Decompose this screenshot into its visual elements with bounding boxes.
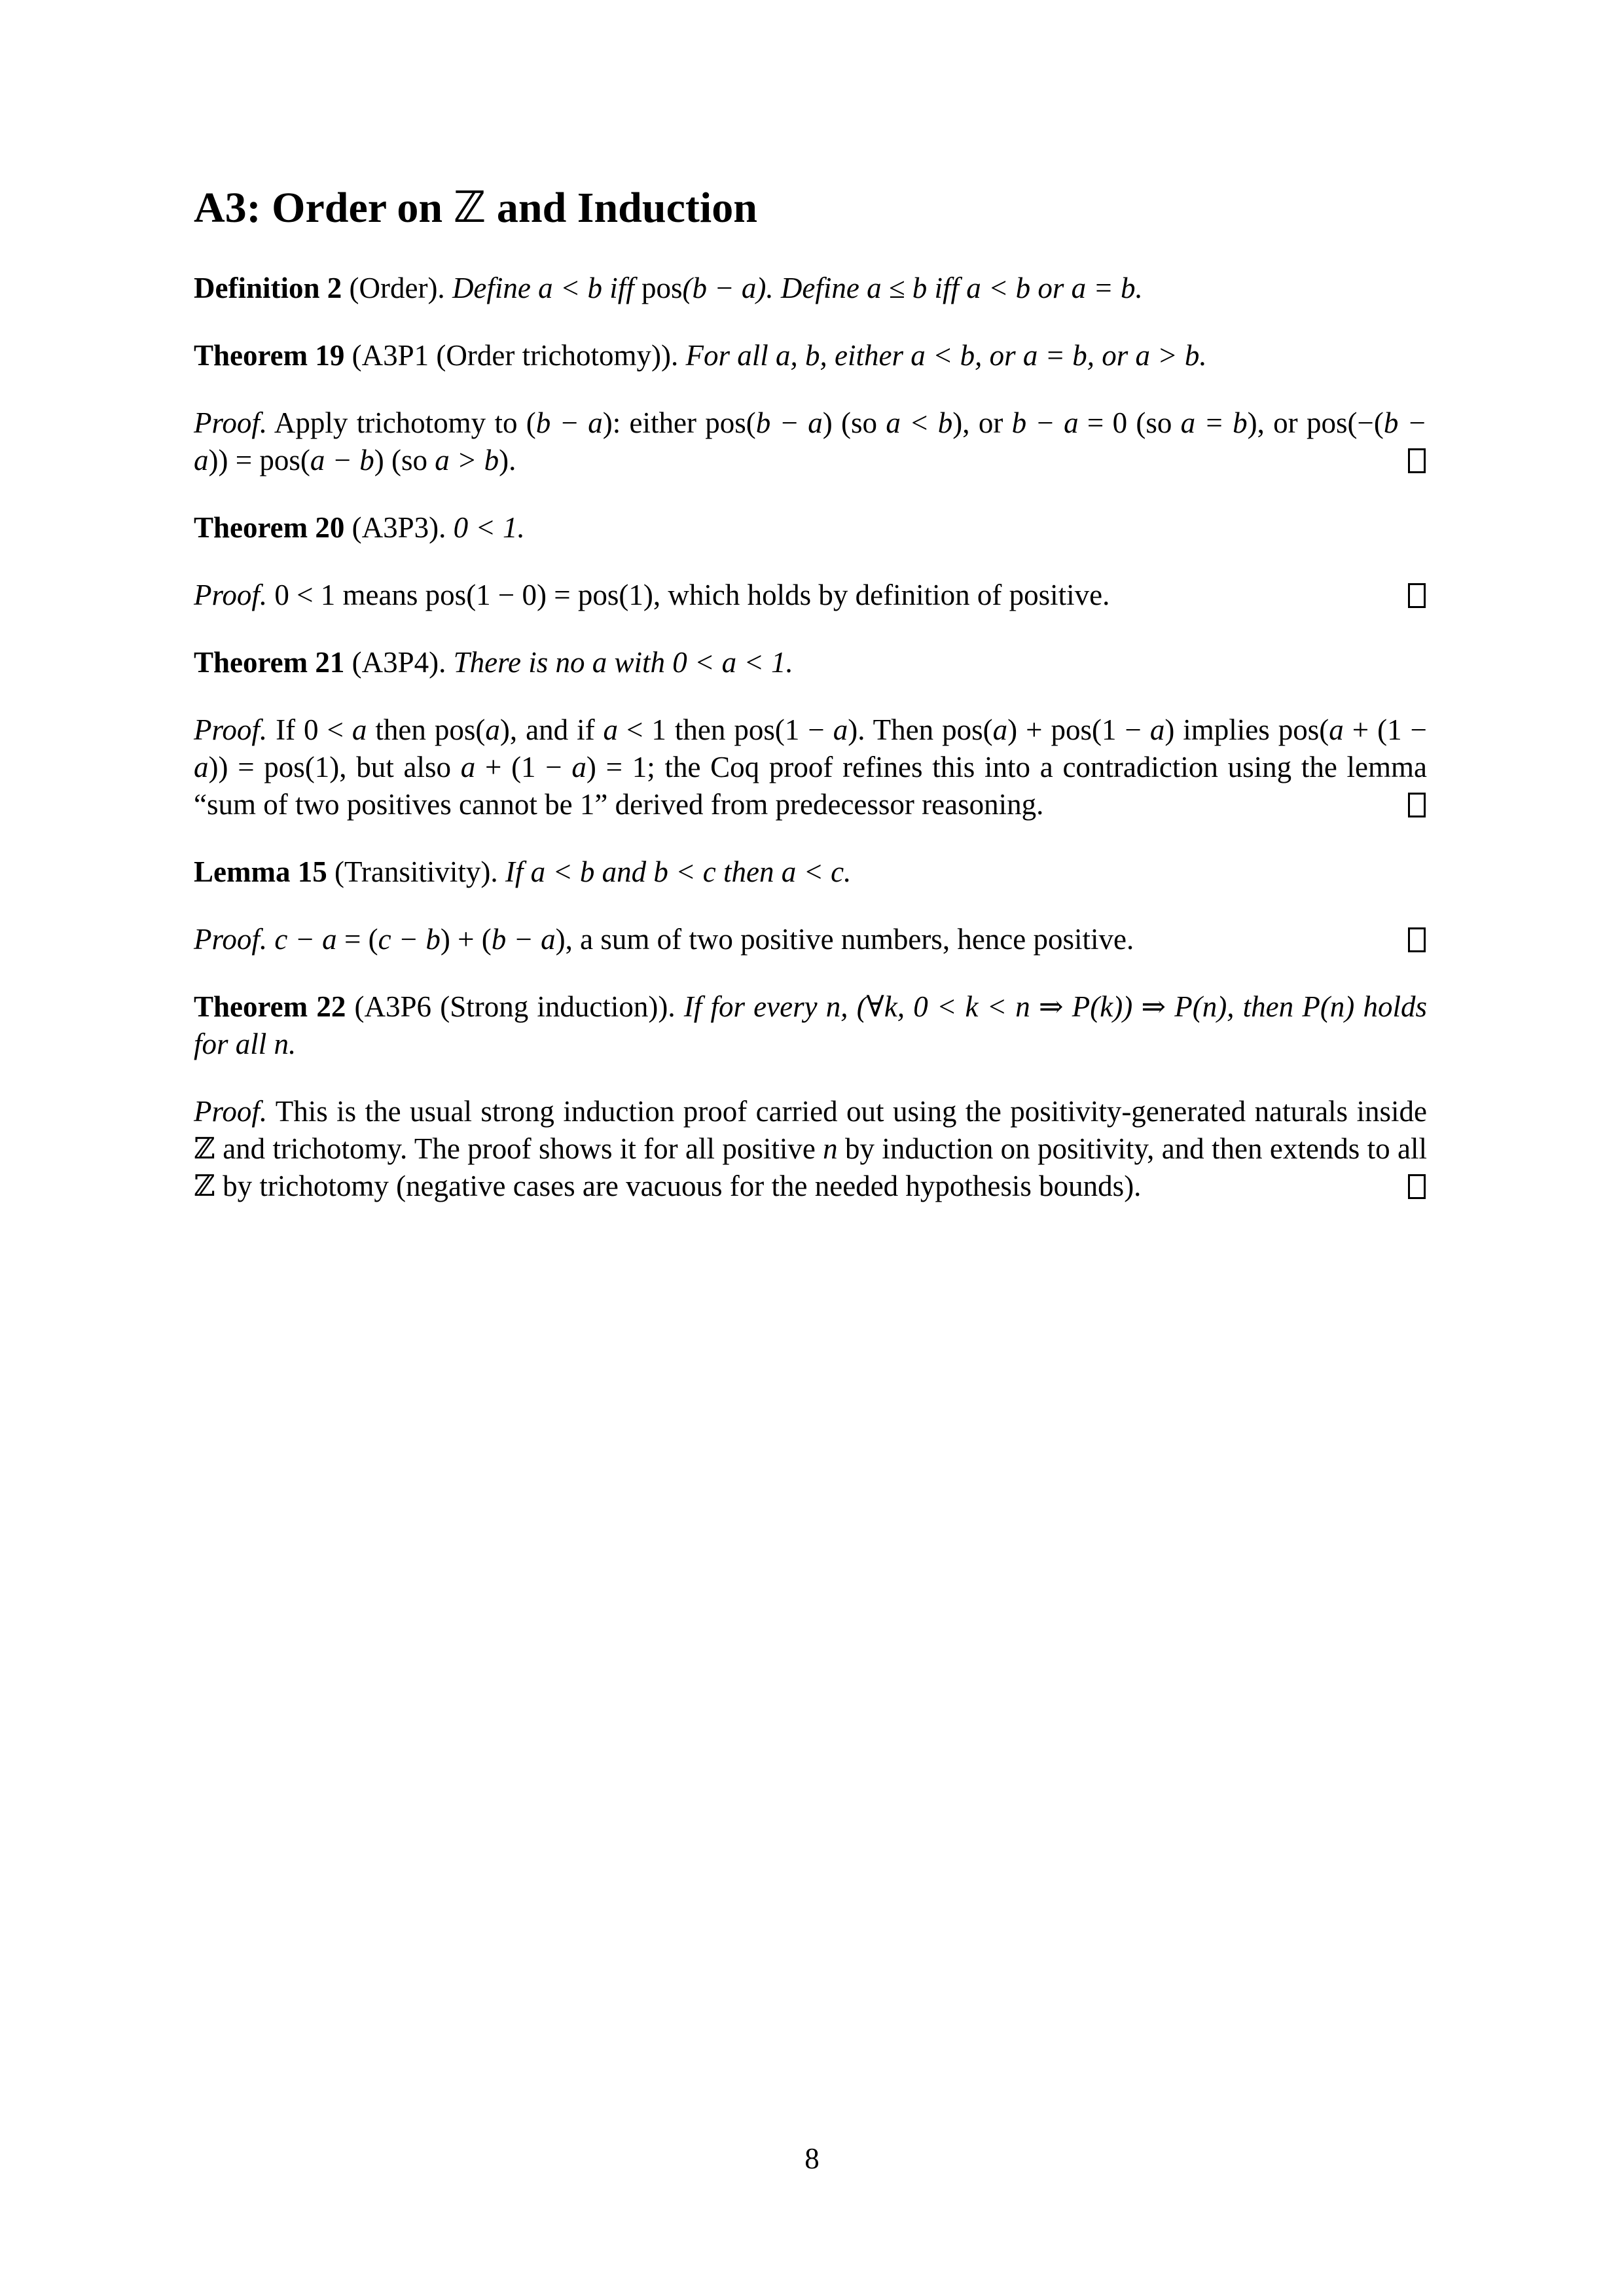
text-segment: Theorem 22 bbox=[194, 990, 346, 1023]
text-segment: This is the usual strong induction proof carried out using the positivity-generated naturals inside ℤ and trichotomy. The proof shows it for all positive bbox=[194, 1095, 1427, 1165]
theorem-21-paragraph bbox=[194, 644, 1427, 681]
text-segment: a bbox=[571, 751, 586, 783]
text-segment: ) (so bbox=[374, 444, 435, 476]
text-segment: a bbox=[603, 713, 619, 746]
text-segment: a bbox=[460, 751, 476, 783]
text-segment: ), a sum of two positive numbers, hence positive. bbox=[555, 923, 1134, 956]
text-segment: a bbox=[992, 713, 1008, 746]
text-segment: a bbox=[194, 751, 209, 783]
text-segment: For all a, b, either a < b, or a = b, or a > b. bbox=[685, 339, 1207, 372]
theorem-22-paragraph bbox=[194, 988, 1427, 1063]
text-segment: )) = pos( bbox=[208, 444, 310, 476]
text-segment: b − a bbox=[755, 406, 823, 439]
text-segment: Proof. bbox=[194, 406, 268, 439]
text-segment: by induction on positivity, and then extends to all ℤ by trichotomy (negative cases are vacuous for the needed hypothesis bounds). bbox=[194, 1132, 1427, 1202]
text-segment: ) implies pos( bbox=[1164, 713, 1329, 746]
theorem-19-paragraph bbox=[194, 337, 1427, 374]
text-segment: There is no a with 0 < a < 1. bbox=[453, 646, 793, 679]
text-segment: a < b bbox=[886, 406, 953, 439]
text-segment: (b − a). Define a ≤ b iff a < b or a = b. bbox=[682, 272, 1143, 304]
text-segment: ) = 1; the Coq proof refines this into a contradiction using the lemma “sum of two positives cannot be 1” derived from predecessor reasoning. bbox=[194, 751, 1428, 821]
text-segment: a bbox=[833, 713, 848, 746]
text-segment: a − b bbox=[310, 444, 374, 476]
text-segment: a bbox=[1329, 713, 1344, 746]
text-segment: + (1 − bbox=[475, 751, 572, 783]
text-segment: ): either pos( bbox=[602, 406, 756, 439]
text-segment: pos bbox=[641, 272, 683, 304]
text-segment: ). bbox=[499, 444, 516, 476]
page-number: 8 bbox=[804, 2142, 820, 2175]
text-segment: 0 < 1. bbox=[453, 511, 525, 544]
text-segment: b − a bbox=[535, 406, 603, 439]
text-segment: If 0 < bbox=[267, 713, 352, 746]
text-segment: a bbox=[352, 713, 367, 746]
text-segment: n bbox=[823, 1132, 838, 1165]
text-segment: (A3P6 (Strong induction)). bbox=[346, 990, 684, 1023]
text-segment: If for every n, (∀k, 0 < k < n ⇒ P(k)) ⇒ P(n), then P(n) holds for all n. bbox=[194, 990, 1427, 1060]
text-segment: Lemma 15 bbox=[194, 855, 327, 888]
text-segment: Theorem 19 bbox=[194, 339, 345, 372]
text-segment: = 0 (so bbox=[1078, 406, 1181, 439]
text-segment: b − a bbox=[194, 406, 1427, 476]
text-segment: Proof. bbox=[194, 579, 268, 611]
text-column bbox=[194, 181, 1427, 1235]
text-segment: (A3P4). bbox=[344, 646, 454, 679]
text-segment: (A3P1 (Order trichotomy)). bbox=[344, 339, 686, 372]
text-segment: ), and if bbox=[499, 713, 604, 746]
definition-2-paragraph bbox=[194, 270, 1427, 307]
proof-theorem-19-paragraph bbox=[194, 404, 1427, 479]
text-segment: ) + ( bbox=[440, 923, 492, 956]
text-segment: ), or bbox=[952, 406, 1012, 439]
qed-box bbox=[1408, 1174, 1426, 1199]
text-segment: b − a bbox=[491, 923, 556, 956]
qed-box bbox=[1408, 448, 1426, 473]
text-segment: + (1 − bbox=[1343, 713, 1427, 746]
text-segment: ) + pos(1 − bbox=[1007, 713, 1150, 746]
proof-lemma-15-paragraph bbox=[194, 921, 1427, 958]
text-segment: Definition 2 bbox=[194, 272, 342, 304]
text-segment: 0 < 1 means pos(1 − 0) = pos(1), which holds by definition of positive. bbox=[267, 579, 1110, 611]
section-title: A3: Order on ℤ and Induction bbox=[194, 184, 757, 232]
text-segment: ). Then pos( bbox=[848, 713, 993, 746]
text-segment: Define a < b iff bbox=[452, 272, 642, 304]
proof-theorem-21-paragraph bbox=[194, 711, 1427, 823]
lemma-15-paragraph bbox=[194, 853, 1427, 891]
text-segment: Proof. bbox=[194, 923, 268, 956]
qed-box bbox=[1408, 927, 1426, 952]
text-segment: (A3P3). bbox=[344, 511, 454, 544]
text-segment: Theorem 20 bbox=[194, 511, 345, 544]
text-segment bbox=[267, 923, 274, 956]
text-segment: Proof. bbox=[194, 1095, 268, 1128]
text-segment: a = b bbox=[1180, 406, 1248, 439]
text-segment: ), or pos(−( bbox=[1247, 406, 1384, 439]
text-segment: Apply trichotomy to ( bbox=[267, 406, 536, 439]
text-segment: )) = pos(1), but also bbox=[208, 751, 461, 783]
text-segment: (Order). bbox=[342, 272, 452, 304]
proof-theorem-22-paragraph bbox=[194, 1093, 1427, 1205]
text-segment: c − b bbox=[378, 923, 441, 956]
qed-box bbox=[1408, 583, 1426, 608]
text-segment: a > b bbox=[435, 444, 499, 476]
text-segment: If a < b and b < c then a < c. bbox=[505, 855, 852, 888]
text-segment: ) (so bbox=[822, 406, 886, 439]
text-segment: then pos( bbox=[367, 713, 486, 746]
text-segment: = ( bbox=[336, 923, 378, 956]
text-segment: a bbox=[485, 713, 500, 746]
text-segment: a bbox=[1149, 713, 1165, 746]
text-segment: c − a bbox=[274, 923, 337, 956]
text-segment: Theorem 21 bbox=[194, 646, 345, 679]
theorem-20-paragraph bbox=[194, 509, 1427, 547]
text-segment: b − a bbox=[1011, 406, 1079, 439]
qed-box bbox=[1408, 793, 1426, 817]
proof-theorem-20-paragraph bbox=[194, 577, 1427, 614]
text-segment: (Transitivity). bbox=[327, 855, 505, 888]
text-segment: Proof. bbox=[194, 713, 268, 746]
text-segment: < 1 then pos(1 − bbox=[618, 713, 833, 746]
